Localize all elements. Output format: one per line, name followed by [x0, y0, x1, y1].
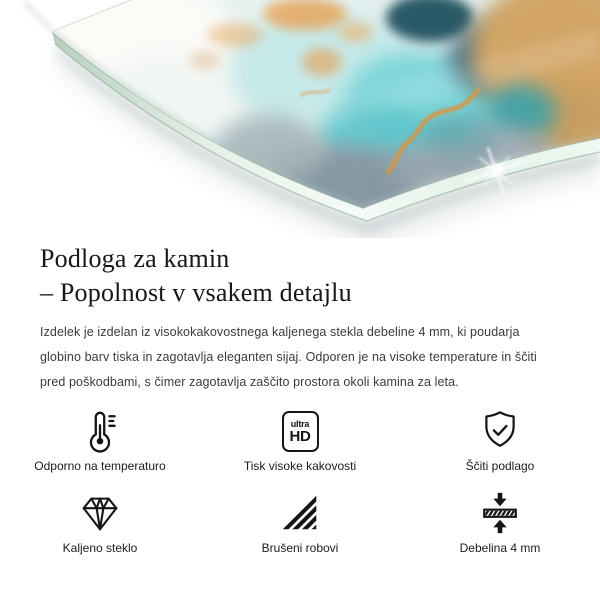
feature-beveled-edges: [200, 489, 400, 555]
feature-label: Tisk visoke kakovosti: [243, 459, 357, 473]
features-grid: [0, 407, 600, 555]
thermometer-icon: [77, 407, 123, 455]
diamond-icon: [77, 489, 123, 537]
shield-check-icon: [477, 407, 523, 455]
feature-label: Kaljeno steklo: [62, 541, 138, 555]
thickness-4mm-icon: [477, 489, 523, 537]
feature-label: Odporno na temperaturo: [34, 459, 166, 473]
feature-tempered-glass: [0, 489, 200, 555]
ultra-hd-icon: [282, 407, 319, 455]
beveled-edges-icon: [277, 489, 323, 537]
page-title: [40, 242, 600, 310]
product-description: Izdelek je izdelan iz visokokakovostnega kaljenega stekla debeline 4 mm, ki poudarja globino barv tiska in zagotavlja eleganten sijaj. Odporen je na visoke temperature in ščiti pred poškodbami, s čimer zagotavlja zaščito prostora okoli kamina za leta.: [40, 325, 537, 389]
ultra-hd-icon-text-bottom: HD: [289, 427, 311, 445]
feature-label: Ščiti podlago: [465, 459, 535, 473]
ultra-hd-icon-text-top: ultra: [290, 418, 310, 429]
feature-thickness: [400, 489, 600, 555]
product-photo-glass-panel: [0, 0, 600, 238]
feature-temperature-resistant: [0, 407, 200, 473]
page-title-line1: Podloga za kamin: [40, 244, 230, 273]
feature-print-quality: [200, 407, 400, 473]
feature-label: Debelina 4 mm: [459, 541, 541, 555]
feature-label: Brušeni robovi: [261, 541, 339, 555]
page-title-line2: – Popolnost v vsakem detajlu: [40, 278, 352, 307]
feature-protects-floor: [400, 407, 600, 473]
